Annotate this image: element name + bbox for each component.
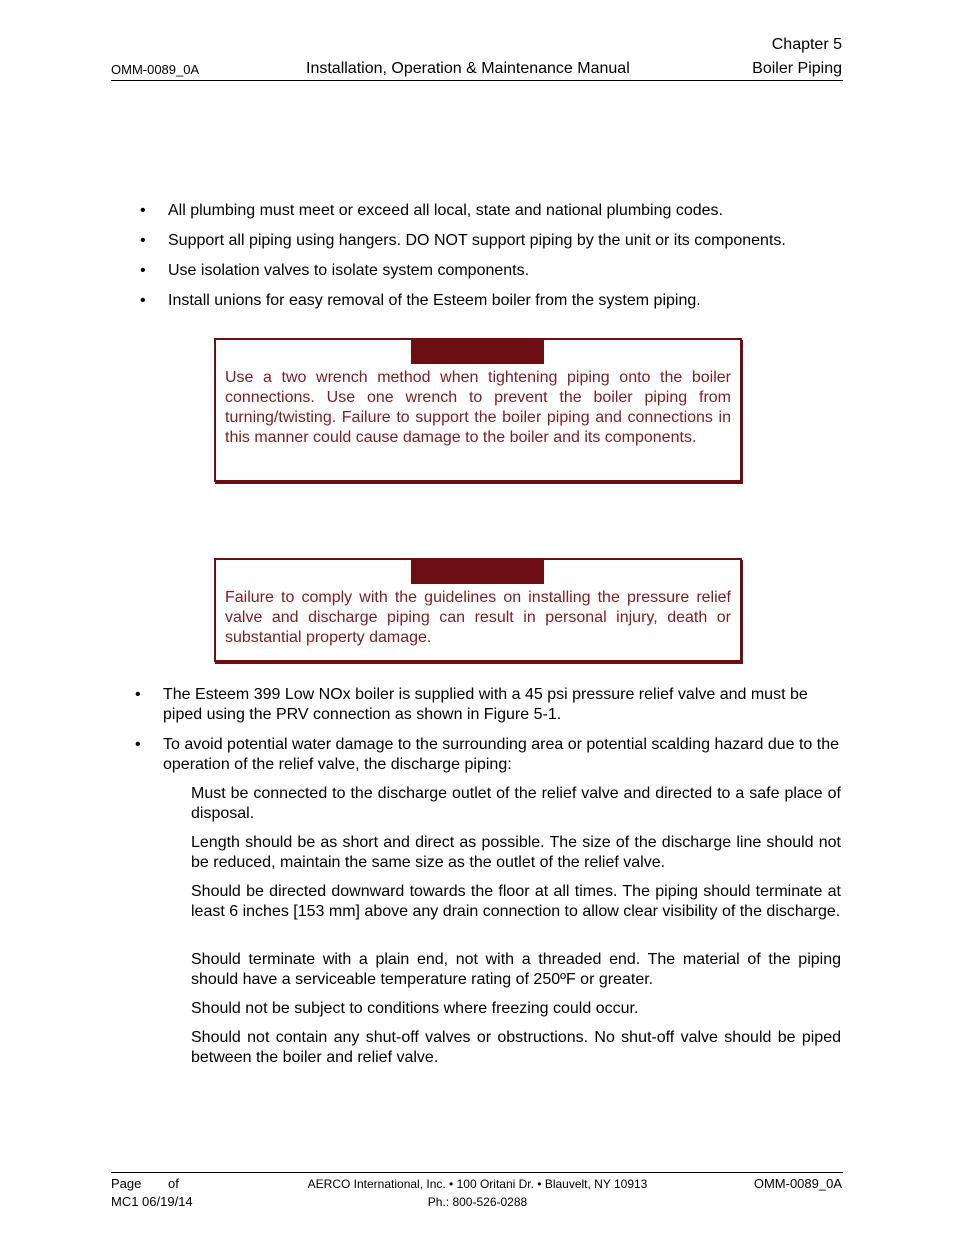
relief-bullet-list: [135, 685, 842, 775]
list-item: • To avoid potential water damage to the surrounding area or potential scalding hazard due to the operation of the relief valve, the discharge piping:: [135, 736, 839, 773]
header-doc-id: OMM-0089_0A: [111, 62, 200, 77]
caution-title: [411, 340, 544, 364]
bullet-icon: •: [140, 202, 146, 219]
header-manual-title: Installation, Operation & Maintenance Manual: [306, 60, 630, 77]
list-item: • All plumbing must meet or exceed all local, state and national plumbing codes.: [140, 202, 723, 219]
discharge-item: Must be connected to the discharge outlet of the relief valve and directed to a safe place of disposal.: [191, 785, 841, 822]
list-item: • Use isolation valves to isolate system components.: [140, 262, 530, 279]
header-chapter: Chapter 5: [771, 36, 842, 53]
list-item: • The Esteem 399 Low NOx boiler is supplied with a 45 psi pressure relief valve and must be piped using the PRV connection as shown in Figure 5-1.: [135, 686, 808, 723]
warning-text: Failure to comply with the guidelines on installing the pressure relief valve and discharge piping can result in personal injury, death or substantial property damage.: [225, 589, 731, 646]
footer-page-label: Page: [111, 1176, 142, 1191]
discharge-item: Should not contain any shut-off valves or obstructions. No shut-off valve should be piped between the boiler and relief valve.: [191, 1029, 841, 1066]
warning-box: [214, 558, 742, 662]
header-rule: [111, 80, 843, 81]
footer-company-line: AERCO International, Inc. • 100 Oritani Dr. • Blauvelt, NY 10913: [307, 1177, 648, 1191]
footer-rule: [111, 1172, 843, 1173]
discharge-item: Length should be as short and direct as possible. The size of the discharge line should not be reduced, maintain the same size as the outlet of the relief valve.: [191, 834, 841, 871]
footer-doc-id: OMM-0089_0A: [753, 1176, 842, 1191]
bullet-icon: •: [140, 292, 146, 309]
bullet-icon: •: [135, 686, 141, 703]
header-chapter-title: Boiler Piping: [752, 60, 842, 77]
warning-title: [411, 560, 544, 584]
caution-text: Use a two wrench method when tightening piping onto the boiler connections. Use one wrench to prevent the boiler piping from turning/twisting. Failure to support the boiler piping and connections in this manner could cause damage to the boiler and its components.: [225, 369, 731, 446]
discharge-item: Should not be subject to conditions where freezing could occur.: [191, 1000, 639, 1017]
list-item: • Support all piping using hangers. DO NOT support piping by the unit or its components.: [140, 232, 786, 249]
bullet-icon: •: [140, 232, 146, 249]
discharge-item: Should be directed downward towards the floor at all times. The piping should terminate at least 6 inches [153 mm] above any drain connection to allow clear visibility of the discharge.: [191, 883, 841, 920]
bullet-icon: •: [140, 262, 146, 279]
bullet-icon: •: [135, 736, 141, 753]
discharge-item: Should terminate with a plain end, not with a threaded end. The material of the piping should have a serviceable temperature rating of 250ºF or greater.: [191, 951, 841, 988]
general-bullet-list: [140, 201, 840, 311]
footer-phone: Ph.: 800-526-0288: [427, 1195, 528, 1209]
footer-of-label: of: [168, 1176, 179, 1191]
list-item: • Install unions for easy removal of the Esteem boiler from the system piping.: [140, 292, 701, 309]
footer-revision: MC1 06/19/14: [111, 1194, 193, 1209]
caution-box: [214, 338, 742, 482]
